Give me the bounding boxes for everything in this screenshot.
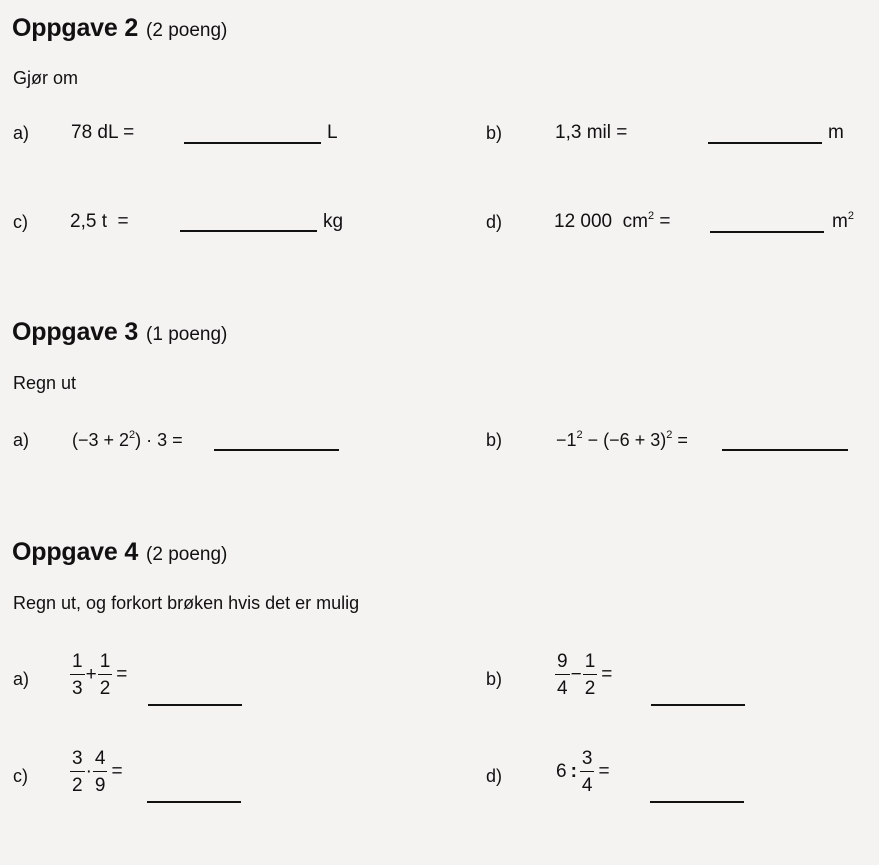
task-2a-unit: L bbox=[327, 122, 338, 143]
denominator: 3 bbox=[72, 678, 83, 699]
task-4d-fraction bbox=[580, 749, 595, 795]
task-2d-unit bbox=[832, 211, 854, 233]
task-4b-label: b) bbox=[486, 669, 503, 689]
task-4-points: (2 poeng) bbox=[146, 544, 228, 565]
task-4-title: Oppgave 4 bbox=[12, 538, 139, 566]
task-3b-expr-part2: − (−6 + 3) bbox=[582, 430, 667, 450]
divide-operator: : bbox=[570, 761, 577, 782]
task-4c-fraction-2 bbox=[93, 749, 108, 795]
task-3-instruction: Regn ut bbox=[13, 373, 77, 393]
plus-operator: + bbox=[85, 664, 97, 685]
task-2a-answer-blank[interactable] bbox=[184, 142, 321, 144]
task-4a-expression bbox=[70, 652, 128, 698]
task-3-points: (1 poeng) bbox=[146, 324, 228, 345]
task-4b-expression bbox=[555, 652, 613, 698]
task-4c-answer-blank[interactable] bbox=[147, 801, 241, 803]
task-4b-fraction-1 bbox=[555, 652, 570, 698]
task-2d-unit-exponent: 2 bbox=[847, 210, 854, 222]
task-3-title: Oppgave 3 bbox=[12, 318, 139, 346]
numerator: 1 bbox=[98, 652, 113, 675]
task-2b-expression: 1,3 mil = bbox=[555, 122, 628, 143]
task-2c-unit: kg bbox=[323, 211, 344, 232]
minus-operator: − bbox=[570, 664, 582, 685]
task-3a-expression bbox=[72, 430, 183, 451]
equals-sign: = bbox=[116, 664, 128, 685]
task-4c-label: c) bbox=[13, 766, 28, 786]
equals-sign: = bbox=[598, 761, 610, 782]
numerator: 1 bbox=[70, 652, 85, 675]
task-2c-expression: 2,5 t = bbox=[70, 211, 129, 232]
task-3b-label: b) bbox=[486, 430, 503, 450]
denominator: 2 bbox=[72, 775, 83, 796]
task-4b-fraction-2 bbox=[583, 652, 598, 698]
task-3a-exponent: 2 bbox=[129, 429, 136, 441]
task-2d-answer-blank[interactable] bbox=[710, 231, 824, 233]
task-4b-answer-blank[interactable] bbox=[651, 704, 745, 706]
numerator: 9 bbox=[555, 652, 570, 675]
task-2b-answer-blank[interactable] bbox=[708, 142, 822, 144]
task-4d-expression bbox=[555, 749, 611, 795]
denominator: 2 bbox=[99, 678, 111, 699]
task-4-instruction: Regn ut, og forkort brøken hvis det er mulig bbox=[13, 593, 360, 613]
task-4a-label: a) bbox=[13, 669, 30, 689]
task-2-title: Oppgave 2 bbox=[12, 14, 139, 42]
task-3-heading bbox=[12, 318, 227, 347]
task-4a-answer-blank[interactable] bbox=[148, 704, 242, 706]
task-2d-expression bbox=[554, 211, 671, 233]
task-2-points: (2 poeng) bbox=[146, 20, 228, 41]
multiply-operator: · bbox=[85, 761, 92, 782]
task-3b-answer-blank[interactable] bbox=[722, 449, 848, 451]
numerator: 3 bbox=[580, 749, 595, 772]
task-3b-expr-equals: = bbox=[672, 430, 688, 450]
denominator: 4 bbox=[581, 775, 593, 796]
task-3a-answer-blank[interactable] bbox=[214, 449, 339, 451]
task-3b-expression bbox=[556, 430, 688, 451]
task-4c-expression bbox=[70, 749, 124, 795]
task-4a-fraction-1 bbox=[70, 652, 85, 698]
equals-sign: = bbox=[111, 761, 123, 782]
task-2b-label: b) bbox=[486, 123, 503, 143]
task-2a-label: a) bbox=[13, 123, 30, 143]
whole-number: 6 bbox=[556, 761, 567, 782]
task-2c-label: c) bbox=[13, 212, 28, 232]
task-2a-expression: 78 dL = bbox=[71, 122, 135, 143]
numerator: 4 bbox=[93, 749, 108, 772]
task-2d-expr-equals: = bbox=[654, 211, 671, 232]
task-4d-label: d) bbox=[486, 766, 503, 786]
task-3a-label: a) bbox=[13, 430, 30, 450]
task-2b-unit: m bbox=[828, 122, 844, 143]
task-3b-exponent-1: 2 bbox=[576, 429, 583, 441]
task-2d-expr-base: 12 000 cm bbox=[554, 211, 648, 232]
denominator: 9 bbox=[94, 775, 106, 796]
task-2c-answer-blank[interactable] bbox=[180, 230, 317, 232]
task-2d-expr-exponent: 2 bbox=[648, 210, 655, 222]
task-2d-unit-base: m bbox=[832, 211, 848, 232]
denominator: 2 bbox=[584, 678, 596, 699]
numerator: 1 bbox=[583, 652, 598, 675]
task-4d-answer-blank[interactable] bbox=[650, 801, 744, 803]
task-3b-expr-part1: −1 bbox=[556, 430, 577, 450]
task-2-heading bbox=[12, 14, 227, 43]
task-3a-expr-part1: (−3 + 2 bbox=[72, 430, 130, 450]
task-4c-fraction-1 bbox=[70, 749, 85, 795]
task-4a-fraction-2 bbox=[98, 652, 113, 698]
task-4-heading bbox=[12, 538, 227, 567]
task-2d-label: d) bbox=[486, 212, 503, 232]
task-3a-expr-part2: ) · 3 = bbox=[135, 430, 183, 450]
denominator: 4 bbox=[557, 678, 568, 699]
task-3b-exponent-2: 2 bbox=[666, 429, 673, 441]
task-2-instruction: Gjør om bbox=[13, 68, 78, 88]
numerator: 3 bbox=[70, 749, 85, 772]
equals-sign: = bbox=[601, 664, 613, 685]
